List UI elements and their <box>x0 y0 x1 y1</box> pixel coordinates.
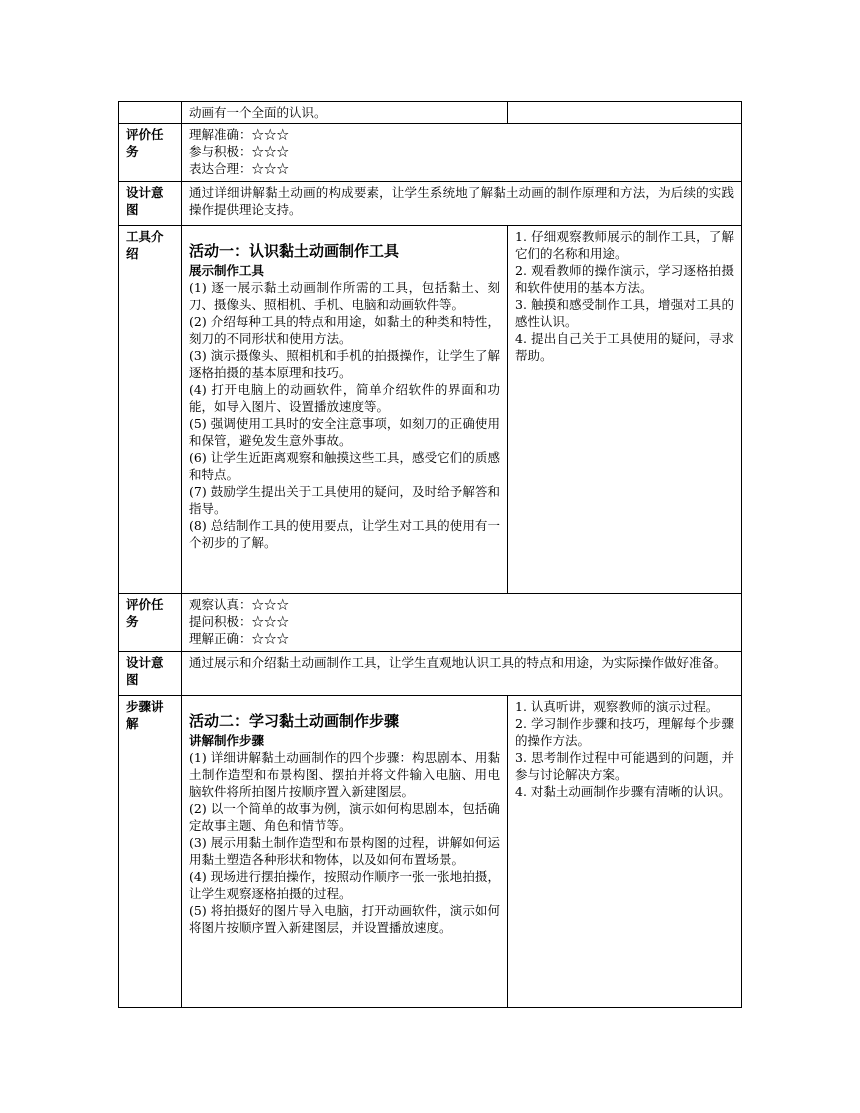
activity-step: (1) 逐一展示黏土动画制作所需的工具，包括黏土、刻刀、摄像头、照相机、手机、电脑和动画软件等。 <box>189 280 500 312</box>
design-intent-cell-2 <box>182 652 742 696</box>
activity-title: 活动一：认识黏土动画制作工具 <box>189 242 400 260</box>
student-activity-item: 1. 仔细观察教师展示的制作工具，了解它们的名称和用途。 <box>515 229 734 261</box>
table-row-continuation <box>119 102 742 124</box>
student-activity-item: 3. 思考制作过程中可能遇到的问题，并参与讨论解决方案。 <box>515 750 734 782</box>
design-intent-cell-1 <box>182 182 742 226</box>
activity-title: 活动二：学习黏土动画制作步骤 <box>189 712 400 730</box>
row-label-design-intent-1: 设计意图 <box>119 182 182 226</box>
lesson-plan-table <box>118 101 742 1008</box>
activity-step: (2) 以一个简单的故事为例，演示如何构思剧本，包括确定故事主题、角色和情节等。 <box>189 801 500 833</box>
evaluation-item: 提问积极：☆☆☆ <box>189 614 290 629</box>
student-activity-item: 4. 对黏土动画制作步骤有清晰的认识。 <box>515 784 731 799</box>
activity-step: (5) 强调使用工具时的安全注意事项，如刻刀的正确使用和保管，避免发生意外事故。 <box>189 416 500 448</box>
student-activity-item: 4. 提出自己关于工具使用的疑问，寻求帮助。 <box>515 331 734 363</box>
row-label-steps: 步骤讲解 <box>119 696 182 1008</box>
activity-step: (3) 展示用黏土制作造型和布景构图的过程，讲解如何运用黏土塑造各种形状和物体，以及如何布置场景。 <box>189 835 500 867</box>
activity-step: (8) 总结制作工具的使用要点，让学生对工具的使用有一个初步的了解。 <box>189 518 500 550</box>
row-label-tools: 工具介绍 <box>119 226 182 594</box>
activity-step: (4) 现场进行摆拍操作，按照动作顺序一张一张地拍摄，让学生观察逐格拍摄的过程。 <box>189 869 500 901</box>
evaluation-item: 表达合理：☆☆☆ <box>189 161 290 176</box>
content-cell <box>182 102 508 124</box>
activity-subtitle: 展示制作工具 <box>189 263 265 278</box>
activity-step: (6) 让学生近距离观察和触摸这些工具，感受它们的质感和特点。 <box>189 450 500 482</box>
student-activity-item: 2. 观看教师的操作演示，学习逐格拍摄和软件使用的基本方法。 <box>515 263 734 295</box>
student-cell-empty <box>508 102 742 124</box>
teacher-activity-cell-2 <box>182 696 508 1008</box>
row-label-evaluation-2: 评价任务 <box>119 594 182 652</box>
evaluation-item: 参与积极：☆☆☆ <box>189 144 290 159</box>
continuation-text: 动画有一个全面的认识。 <box>189 105 327 120</box>
row-label-evaluation-1: 评价任务 <box>119 124 182 182</box>
evaluation-cell-1 <box>182 124 742 182</box>
label-cell-empty <box>119 102 182 124</box>
table-row-steps <box>119 696 742 1008</box>
activity-step: (1) 详细讲解黏土动画制作的四个步骤：构思剧本、用黏土制作造型和布景构图、摆拍并将文件输入电脑、用电脑软件将所拍图片按顺序置入新建图层。 <box>189 750 500 799</box>
activity-step: (7) 鼓励学生提出关于工具使用的疑问，及时给予解答和指导。 <box>189 484 500 516</box>
activity-step: (3) 演示摄像头、照相机和手机的拍摄操作，让学生了解逐格拍摄的基本原理和技巧。 <box>189 348 500 380</box>
student-activity-item: 1. 认真听讲，观察教师的演示过程。 <box>515 699 719 714</box>
student-activity-cell-1 <box>508 226 742 594</box>
activity-step: (4) 打开电脑上的动画软件，简单介绍软件的界面和功能，如导入图片、设置播放速度等。 <box>189 382 500 414</box>
activity-subtitle: 讲解制作步骤 <box>189 733 265 748</box>
activity-step: (2) 介绍每种工具的特点和用途，如黏土的种类和特性，刻刀的不同形状和使用方法。 <box>189 314 500 346</box>
evaluation-item: 理解正确：☆☆☆ <box>189 631 290 646</box>
table-row-design-intent-2 <box>119 652 742 696</box>
design-intent-text: 通过详细讲解黏土动画的构成要素，让学生系统地了解黏土动画的制作原理和方法，为后续的实践操作提供理论支持。 <box>189 185 734 217</box>
row-label-design-intent-2: 设计意图 <box>119 652 182 696</box>
evaluation-item: 理解准确：☆☆☆ <box>189 127 290 142</box>
activity-step: (5) 将拍摄好的图片导入电脑，打开动画软件，演示如何将图片按顺序置入新建图层，并设置播放速度。 <box>189 903 500 935</box>
design-intent-text: 通过展示和介绍黏土动画制作工具，让学生直观地认识工具的特点和用途，为实际操作做好准备。 <box>189 655 727 670</box>
table-row-evaluation-2 <box>119 594 742 652</box>
evaluation-item: 观察认真：☆☆☆ <box>189 597 290 612</box>
table-row-tools <box>119 226 742 594</box>
table-row-design-intent-1 <box>119 182 742 226</box>
student-activity-item: 3. 触摸和感受制作工具，增强对工具的感性认识。 <box>515 297 734 329</box>
teacher-activity-cell-1 <box>182 226 508 594</box>
table-row-evaluation-1 <box>119 124 742 182</box>
student-activity-item: 2. 学习制作步骤和技巧，理解每个步骤的操作方法。 <box>515 716 734 748</box>
student-activity-cell-2 <box>508 696 742 1008</box>
evaluation-cell-2 <box>182 594 742 652</box>
